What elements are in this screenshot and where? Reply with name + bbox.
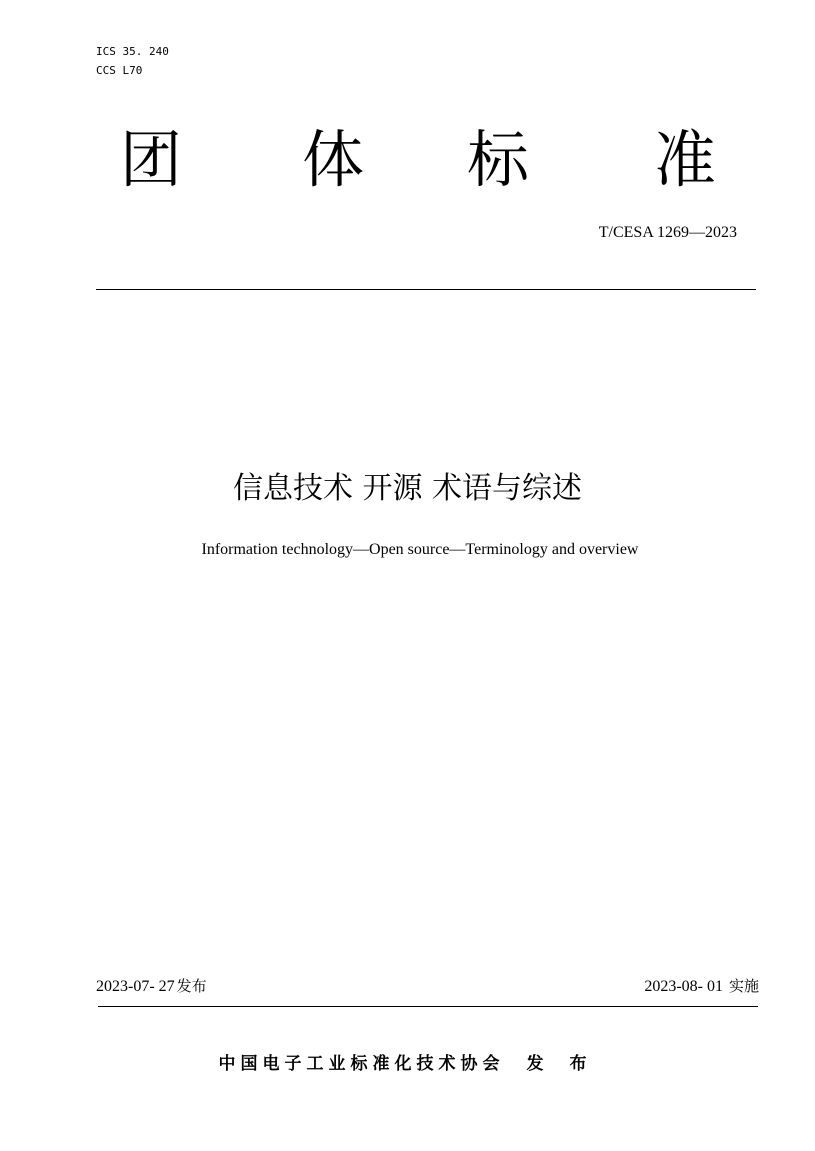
ics-code: ICS 35. 240 [96, 45, 169, 58]
standard-type-char-3: 标 [467, 123, 530, 196]
implement-date: 2023-08- 01 [644, 978, 723, 995]
footer-divider [98, 1006, 758, 1007]
header-divider [96, 289, 756, 290]
publish-date: 2023-07- 27 [96, 978, 175, 995]
publish-label: 发布 [176, 977, 207, 995]
implement-label: 实施 [728, 977, 759, 995]
implement-date-line [644, 975, 759, 996]
issuer-line [0, 1049, 815, 1074]
standard-type-heading [0, 124, 815, 204]
ccs-code: CCS L70 [96, 64, 143, 77]
standard-type-char-4: 准 [654, 123, 717, 196]
publish-date-line [96, 975, 207, 996]
release-label: 发 布 [526, 1054, 597, 1074]
title-chinese: 信息技术 开源 术语与综述 [232, 471, 583, 506]
title-english: Information technology—Open source—Terminology and overview [201, 541, 639, 558]
standard-type-char-1: 团 [120, 123, 183, 196]
standard-number: T/CESA 1269—2023 [598, 224, 737, 241]
issuer-organization: 中国电子工业标准化技术协会 [218, 1054, 505, 1074]
classification-codes [96, 42, 169, 80]
standard-type-char-2: 体 [302, 123, 365, 196]
